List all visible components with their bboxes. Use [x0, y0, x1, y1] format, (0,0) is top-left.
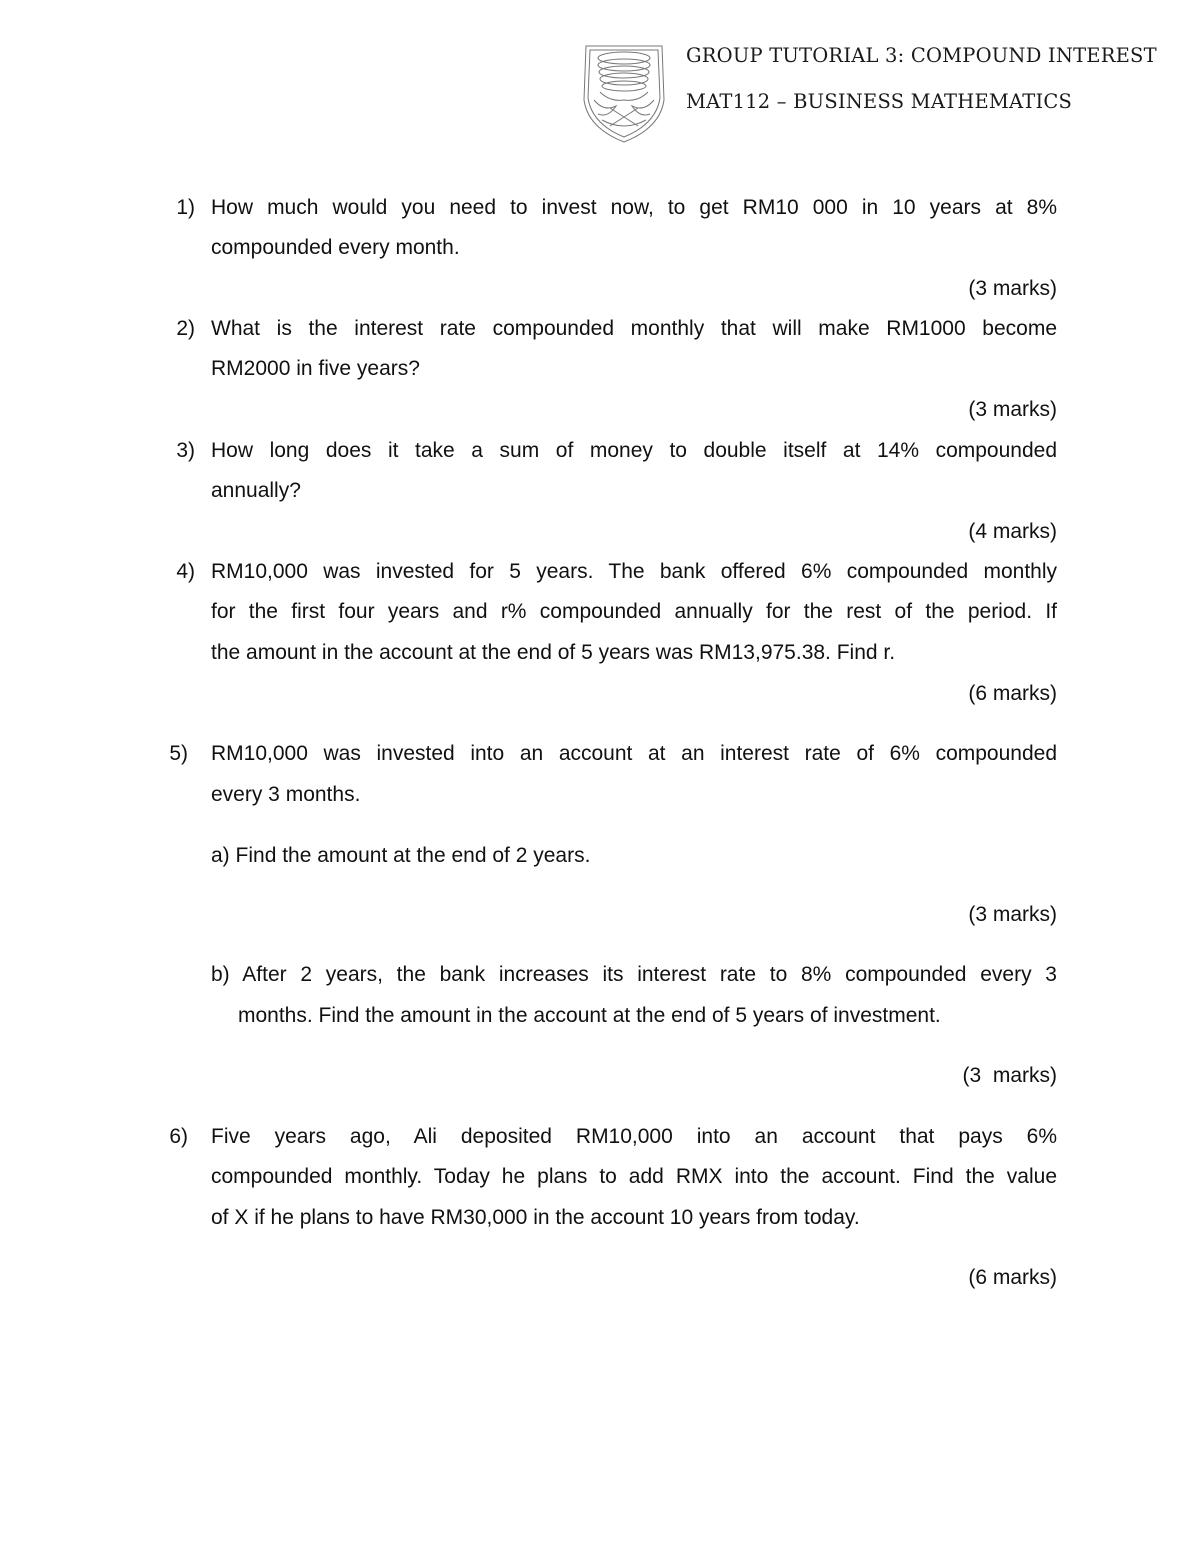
question-4-marks: (6 marks) [968, 682, 1057, 705]
question-2-number: 2) [176, 317, 195, 340]
question-2-line-1: What is the interest rate compounded monthly that will make RM1000 become [211, 317, 1057, 340]
question-5b-line-1-wrap [211, 963, 1057, 987]
question-5a [211, 844, 590, 868]
question-4-line-3: the amount in the account at the end of 5 years was RM13,975.38. Find r. [211, 641, 896, 664]
question-5-number: 5) [169, 742, 188, 765]
question-4-line-2: for the first four years and r% compounded annually for the rest of the period. If [211, 600, 1057, 623]
question-5a-line-1: Find the amount at the end of 2 years. [235, 844, 591, 867]
question-3-marks: (4 marks) [968, 520, 1057, 543]
question-1-line-1: How much would you need to invest now, to get RM10 000 in 10 years at 8% [211, 196, 1057, 219]
university-crest-logo [580, 40, 668, 144]
question-3-number: 3) [176, 439, 195, 462]
question-6-number: 6) [169, 1125, 188, 1148]
tutorial-title: GROUP TUTORIAL 3: COMPOUND INTEREST [686, 44, 1157, 67]
question-2-marks: (3 marks) [968, 398, 1057, 421]
question-1-number: 1) [176, 196, 195, 219]
question-5b-label: b) [211, 963, 230, 986]
question-5b-line-2: months. Find the amount in the account at the end of 5 years of investment. [238, 1004, 941, 1027]
question-5b-marks: (3 marks) [962, 1064, 1057, 1087]
question-5b-line-1: After 2 years, the bank increases its interest rate to 8% compounded every 3 [242, 963, 1057, 986]
question-1-line-2: compounded every month. [211, 236, 460, 259]
question-3-line-1: How long does it take a sum of money to double itself at 14% compounded [211, 439, 1057, 462]
question-6-line-2: compounded monthly. Today he plans to add RMX into the account. Find the value [211, 1165, 1057, 1188]
question-5-line-2: every 3 months. [211, 783, 361, 806]
question-6-line-3: of X if he plans to have RM30,000 in the account 10 years from today. [211, 1206, 860, 1229]
question-4-line-1: RM10,000 was invested for 5 years. The bank offered 6% compounded monthly [211, 560, 1057, 583]
question-3-line-2: annually? [211, 479, 301, 502]
question-1-marks: (3 marks) [968, 277, 1057, 300]
question-5-line-1: RM10,000 was invested into an account at an interest rate of 6% compounded [211, 742, 1057, 765]
question-4-number: 4) [176, 560, 195, 583]
question-6-marks: (6 marks) [968, 1266, 1057, 1289]
question-2-line-2: RM2000 in five years? [211, 357, 420, 380]
question-5a-marks: (3 marks) [968, 903, 1057, 926]
question-6-line-1: Five years ago, Ali deposited RM10,000 into an account that pays 6% [211, 1125, 1057, 1148]
question-5a-label: a) [211, 844, 230, 867]
course-title: MAT112 – BUSINESS MATHEMATICS [686, 90, 1073, 113]
